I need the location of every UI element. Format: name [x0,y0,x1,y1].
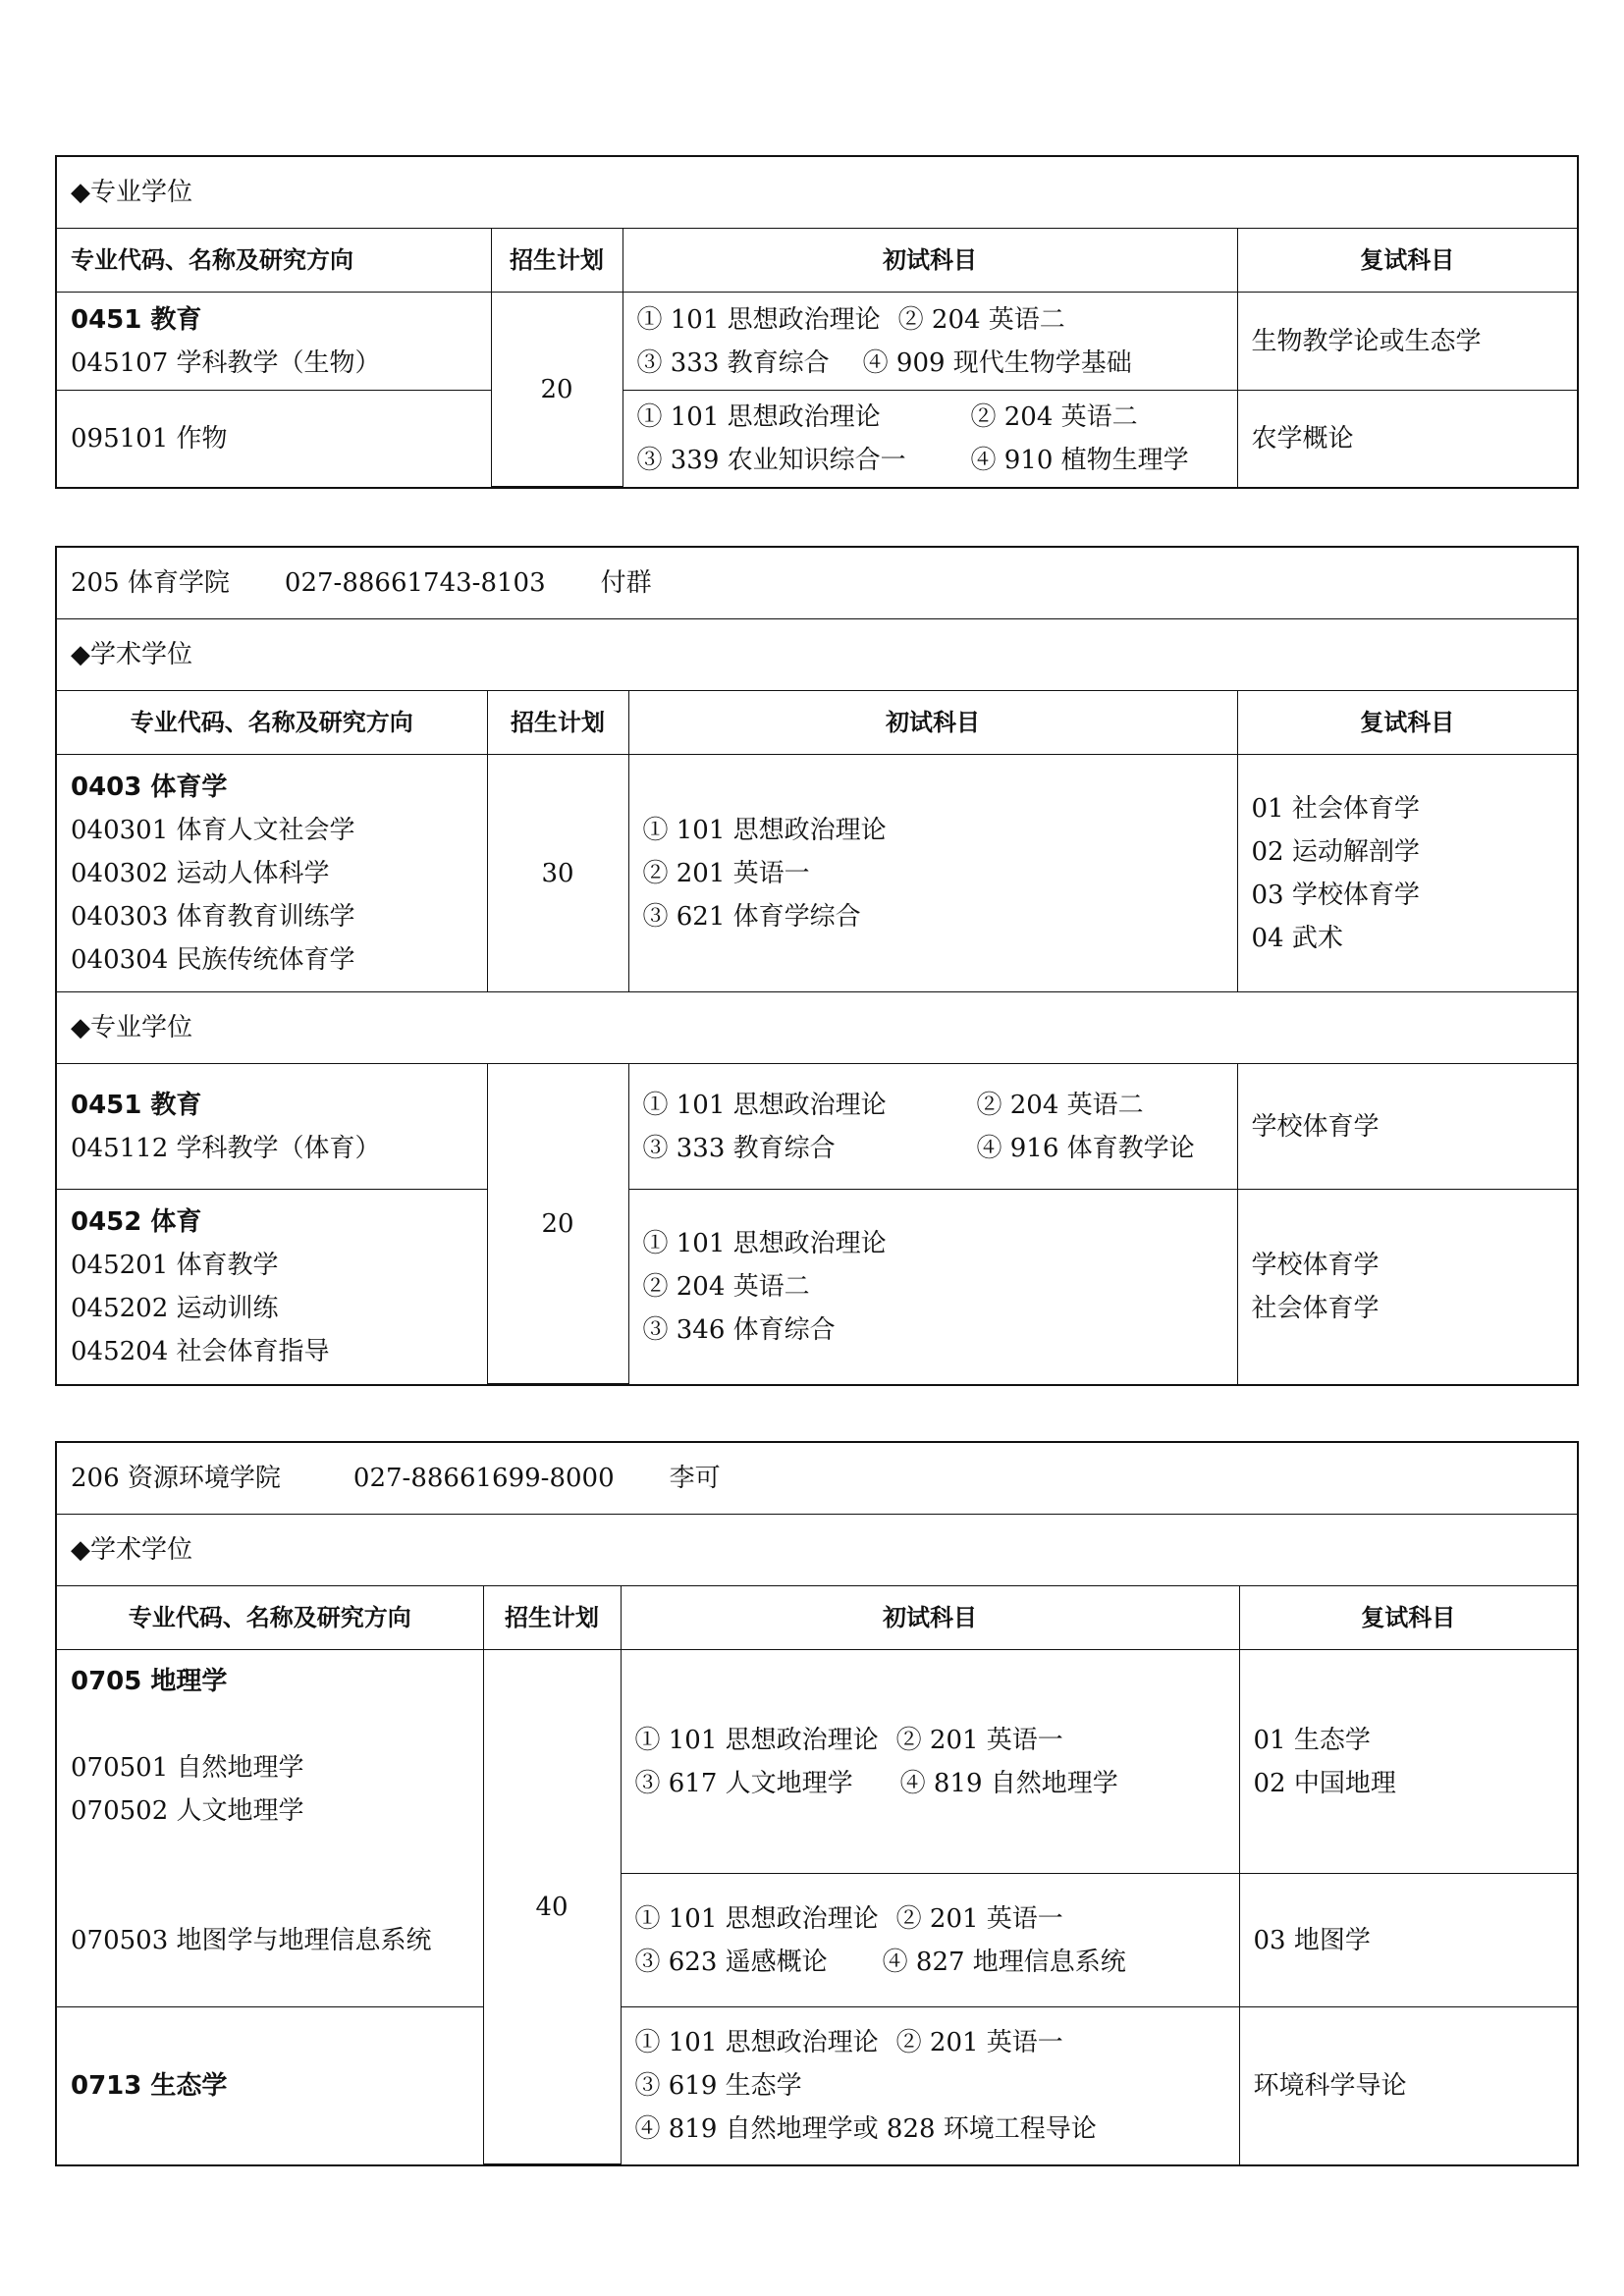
major-direction: 045204 社会体育指导 [71,1336,330,1366]
exam-item: ② 201 英语一 [895,2027,1063,2057]
exam-item: ④ 910 植物生理学 [970,445,1189,475]
college-contact: 付群 [600,568,652,598]
first-exam-cell [623,293,1237,391]
major-direction: 040302 运动人体科学 [71,858,330,888]
major-direction: 040301 体育人文社会学 [71,815,355,845]
exam-item: ③ 623 遥感概论 [634,1947,828,1977]
exam-item: ③ 346 体育综合 [642,1314,836,1345]
retest-item: 01 生态学 [1253,1725,1371,1755]
major-direction: 045201 体育教学 [71,1250,279,1280]
first-exam-cell [621,1874,1239,2007]
exam-item: ② 204 英语二 [897,304,1065,335]
retest-item: 02 运动解剖学 [1251,836,1420,867]
section-label: ◆学术学位 [57,1515,1577,1586]
exam-item: ② 201 英语一 [895,1903,1063,1934]
exam-item: ① 101 思想政治理论 [634,2027,879,2057]
exam-item: ③ 621 体育学综合 [642,901,861,932]
first-exam-cell [628,755,1237,992]
major-direction: 045112 学科教学（体育） [71,1133,381,1163]
major-direction: 045107 学科教学（生物） [71,347,381,378]
col-header-plan: 招生计划 [483,1586,621,1650]
section-label: ◆学术学位 [57,619,1577,691]
retest-cell [1237,1190,1577,1384]
retest-cell [1237,755,1577,992]
exam-item: ④ 909 现代生物学基础 [862,347,1132,378]
enrollment-plan: 20 [491,293,623,487]
exam-item: ① 101 思想政治理论 [634,1725,879,1755]
col-header-major: 专业代码、名称及研究方向 [57,1586,483,1650]
major-cell [57,1064,487,1190]
first-exam-cell [621,1650,1239,1874]
major-code: 0452 体育 [71,1206,202,1237]
enrollment-plan: 20 [487,1064,628,1384]
major-direction: 045202 运动训练 [71,1293,279,1323]
first-exam-cell [628,1190,1237,1384]
college-contact: 李可 [669,1464,721,1493]
major-cell [57,1650,483,2007]
col-header-first-exam: 初试科目 [621,1586,1239,1650]
col-header-major: 专业代码、名称及研究方向 [57,229,491,293]
exam-item: ④ 916 体育教学论 [976,1133,1195,1163]
col-header-plan: 招生计划 [487,691,628,755]
exam-item: ① 101 思想政治理论 [636,401,881,432]
major-direction: 070501 自然地理学 [71,1753,304,1783]
exam-item: ② 204 英语二 [976,1090,1144,1120]
exam-item: ② 201 英语一 [895,1725,1063,1755]
major-cell [57,755,487,992]
exam-item: ② 201 英语一 [642,858,810,888]
retest-cell [1239,1650,1577,1874]
major-code: 0451 教育 [71,1090,202,1120]
retest-item: 04 武术 [1251,923,1343,953]
major-cell [57,1190,487,1384]
col-header-retest: 复试科目 [1237,229,1577,293]
enrollment-plan: 40 [483,1650,621,2164]
col-header-retest: 复试科目 [1237,691,1577,755]
college-phone: 027-88661743-8103 [284,568,546,598]
retest-item: 03 学校体育学 [1251,880,1420,910]
major-direction: 040303 体育教育训练学 [71,901,355,932]
exam-item: ③ 333 教育综合 [636,347,830,378]
major-code: 0403 体育学 [71,772,228,802]
major-code: 0705 地理学 [71,1667,228,1696]
exam-item: ③ 339 农业知识综合一 [636,445,906,475]
exam-item: ③ 617 人文地理学 [634,1768,853,1798]
major-code: 0451 教育 [71,304,202,335]
retest-cell: 农学概论 [1237,391,1577,487]
major-direction: 040304 民族传统体育学 [71,944,355,975]
retest-cell: 生物教学论或生态学 [1237,293,1577,391]
exam-item: ④ 827 地理信息系统 [882,1947,1126,1977]
first-exam-cell [628,1064,1237,1190]
admissions-table-block-2 [55,546,1579,1386]
college-header [57,1443,1577,1515]
exam-item: ③ 619 生态学 [634,2070,802,2101]
admissions-table-block-3 [55,1441,1579,2166]
exam-item: ① 101 思想政治理论 [642,1090,887,1120]
retest-item: 社会体育学 [1251,1293,1380,1323]
exam-item: ④ 819 自然地理学 [899,1768,1118,1798]
exam-item: ④ 819 自然地理学或 828 环境工程导论 [634,2113,1097,2144]
major-code: 0713 生态学 [57,2007,483,2164]
retest-cell: 03 地图学 [1239,1874,1577,2007]
enrollment-plan: 30 [487,755,628,992]
col-header-first-exam: 初试科目 [623,229,1237,293]
first-exam-cell [621,2007,1239,2164]
exam-item: ① 101 思想政治理论 [642,1228,887,1258]
college-name: 206 资源环境学院 [71,1464,281,1493]
retest-cell: 学校体育学 [1237,1064,1577,1190]
exam-item: ① 101 思想政治理论 [642,815,887,845]
section-label: ◆专业学位 [57,992,1577,1064]
retest-item: 02 中国地理 [1253,1768,1396,1798]
major-cell [57,293,491,391]
exam-item: ② 204 英语二 [642,1271,810,1302]
retest-item: 学校体育学 [1251,1250,1380,1280]
section-label: ◆专业学位 [57,157,1577,229]
retest-cell: 环境科学导论 [1239,2007,1577,2164]
col-header-major: 专业代码、名称及研究方向 [57,691,487,755]
college-header [57,548,1577,619]
major-direction: 095101 作物 [57,391,491,487]
college-phone: 027-88661699-8000 [352,1464,615,1493]
major-direction: 070502 人文地理学 [71,1796,304,1826]
admissions-table-block-1 [55,155,1579,489]
col-header-retest: 复试科目 [1239,1586,1577,1650]
first-exam-cell [623,391,1237,487]
retest-item: 01 社会体育学 [1251,793,1420,824]
col-header-first-exam: 初试科目 [628,691,1237,755]
col-header-plan: 招生计划 [491,229,623,293]
exam-item: ② 204 英语二 [970,401,1138,432]
exam-item: ① 101 思想政治理论 [636,304,881,335]
exam-item: ① 101 思想政治理论 [634,1903,879,1934]
exam-item: ③ 333 教育综合 [642,1133,836,1163]
college-name: 205 体育学院 [71,568,230,598]
major-direction: 070503 地图学与地理信息系统 [71,1926,432,1955]
